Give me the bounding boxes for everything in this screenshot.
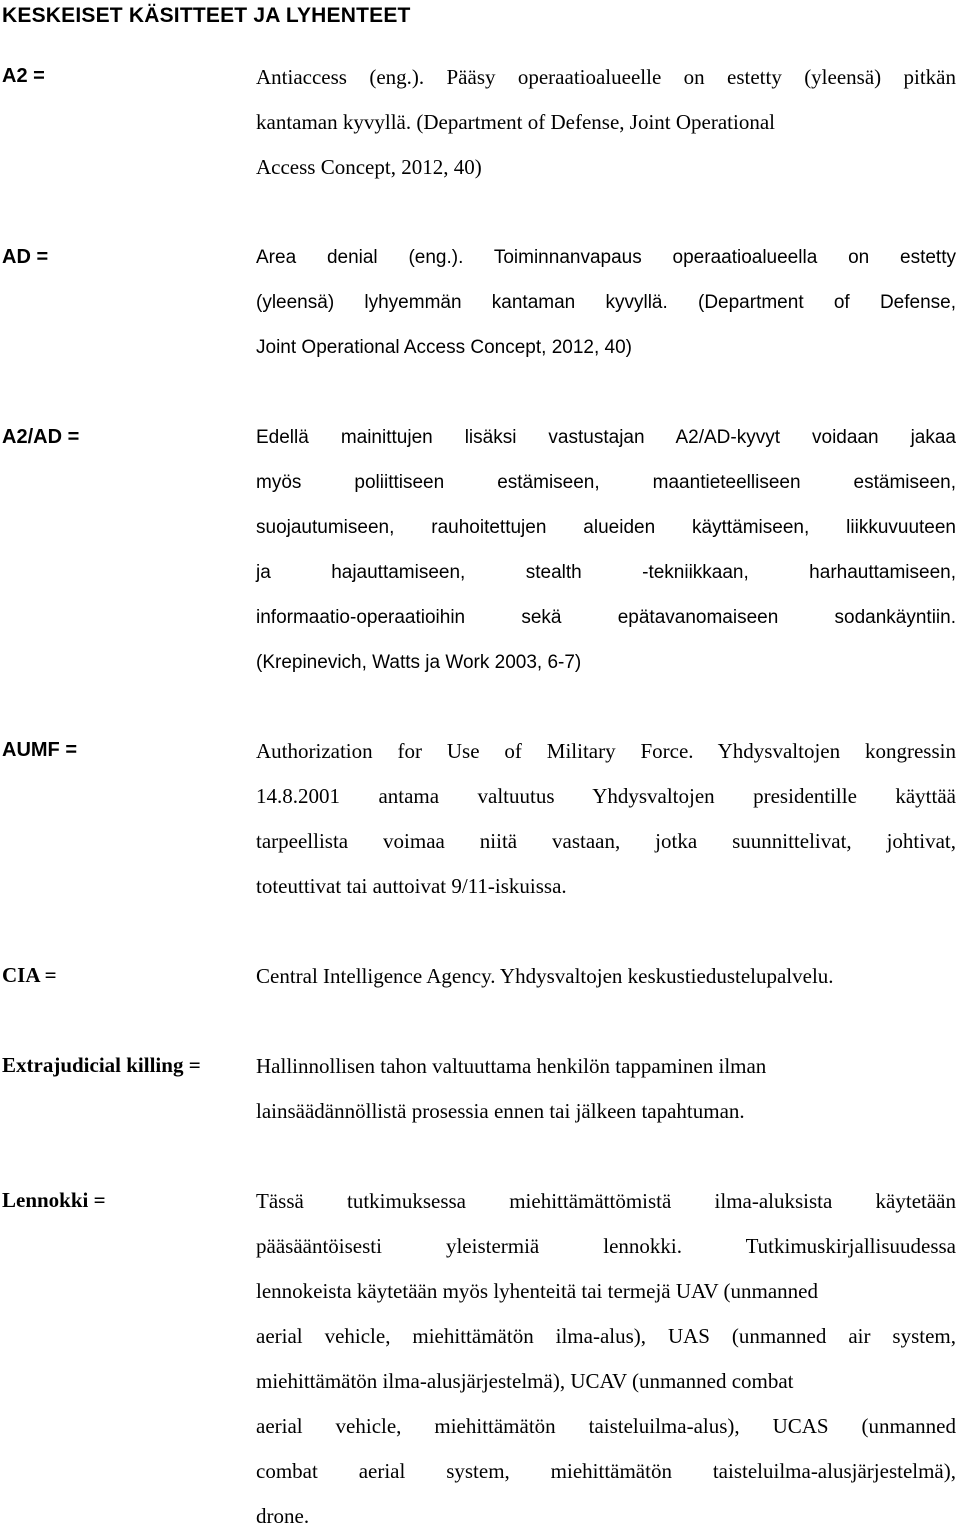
definition-line: ja hajauttamiseen, stealth -tekniikkaan, harhauttamiseen, xyxy=(256,562,956,583)
definition-line: Tässä tutkimuksessa miehittämättömistä ilma-aluksista käytetään xyxy=(256,1189,956,1213)
definition-line: 14.8.2001 antama valtuutus Yhdysvaltojen presidentille käyttää xyxy=(256,784,956,808)
definition-line: tarpeellista voimaa niitä vastaan, jotka suunnittelivat, johtivat, xyxy=(256,829,956,853)
entry-term: A2 = xyxy=(2,65,45,87)
definition-line: combat aerial system, miehittämätön taisteluilma-alusjärjestelmä), xyxy=(256,1459,956,1483)
definition-line: aerial vehicle, miehittämätön ilma-alus), UAS (unmanned air system, xyxy=(256,1324,956,1348)
definition-line: lennokeista käytetään myös lyhenteitä tai termejä UAV (unmanned xyxy=(256,1279,818,1303)
definition-line: Antiaccess (eng.). Pääsy operaatioalueelle on estetty (yleensä) pitkän xyxy=(256,65,956,89)
definition-line: informaatio-operaatioihin sekä epätavanomaiseen sodankäyntiin. xyxy=(256,607,956,628)
definition-line: Edellä mainittujen lisäksi vastustajan A2/AD-kyvyt voidaan jakaa xyxy=(256,427,956,448)
entry-term: AUMF = xyxy=(2,739,77,761)
definition-line: Joint Operational Access Concept, 2012, 40) xyxy=(256,337,633,358)
definition-line: Area denial (eng.). Toiminnanvapaus operaatioalueella on estetty xyxy=(256,247,956,268)
page-heading: KESKEISET KÄSITTEET JA LYHENTEET xyxy=(2,4,411,27)
definition-line: Hallinnollisen tahon valtuuttama henkilön tappaminen ilman xyxy=(256,1054,767,1078)
entry-term: CIA = xyxy=(2,963,57,987)
definition-line: (Krepinevich, Watts ja Work 2003, 6-7) xyxy=(256,652,582,673)
definition-line: aerial vehicle, miehittämätön taisteluilma-alus), UCAS (unmanned xyxy=(256,1414,956,1438)
entry-term: AD = xyxy=(2,246,49,268)
definition-line: lainsäädännöllistä prosessia ennen tai jälkeen tapahtuman. xyxy=(256,1099,745,1123)
definition-line: (yleensä) lyhyemmän kantaman kyvyllä. (Department of Defense, xyxy=(256,292,956,313)
definition-line: Authorization for Use of Military Force. Yhdysvaltojen kongressin xyxy=(256,739,956,763)
definition-line: kantaman kyvyllä. (Department of Defense, Joint Operational xyxy=(256,110,775,134)
definition-line: miehittämätön ilma-alusjärjestelmä), UCAV (unmanned combat xyxy=(256,1369,794,1393)
definition-line: Central Intelligence Agency. Yhdysvaltojen keskustiedustelupalvelu. xyxy=(256,964,834,988)
definition-line: myös poliittiseen estämiseen, maantieteelliseen estämiseen, xyxy=(256,472,956,493)
definition-line: pääsääntöisesti yleistermiä lennokki. Tutkimuskirjallisuudessa xyxy=(256,1234,956,1258)
definition-line: toteuttivat tai auttoivat 9/11-iskuissa. xyxy=(256,874,567,898)
definition-line: Access Concept, 2012, 40) xyxy=(256,155,482,179)
entry-term: A2/AD = xyxy=(2,426,80,448)
entry-term: Lennokki = xyxy=(2,1188,106,1212)
definition-line: suojautumiseen, rauhoitettujen alueiden käyttämiseen, liikkuvuuteen xyxy=(256,517,956,538)
entry-term: Extrajudicial killing = xyxy=(2,1053,201,1077)
definition-line: drone. xyxy=(256,1504,310,1528)
